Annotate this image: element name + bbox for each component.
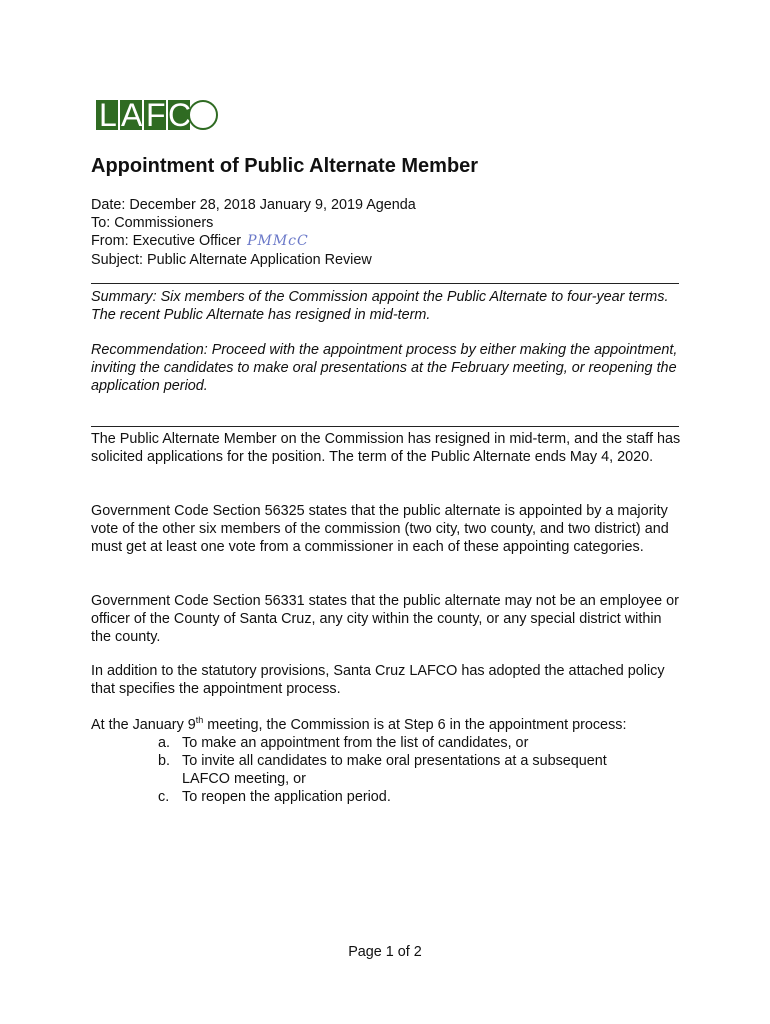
body-paragraph: Government Code Section 56331 states that the public alternate may not be an employee or officer of the County of Santa Cruz, any city within the county, or any special district within the county.	[91, 593, 679, 645]
page-number: Page 1 of 2	[348, 944, 422, 960]
from-line	[91, 232, 309, 250]
subject-line: Subject: Public Alternate Application Review	[91, 252, 372, 268]
list-item: c. To reopen the application period.	[158, 789, 391, 805]
initials-signature: PMMcC	[247, 233, 309, 249]
list-item: a. To make an appointment from the list of candidates, or	[158, 735, 529, 751]
to-line: To: Commissioners	[91, 215, 214, 231]
page-title: Appointment of Public Alternate Member	[91, 155, 479, 177]
body-paragraph: At the January 9th meeting, the Commission is at Step 6 in the appointment process:	[91, 715, 627, 733]
options-list	[158, 734, 678, 806]
date-line: Date: December 28, 2018 January 9, 2019 Agenda	[91, 197, 416, 213]
divider	[91, 283, 679, 284]
summary-text: Summary: Six members of the Commission appoint the Public Alternate to four-year terms. The recent Public Alternate has resigned in mid-term.	[91, 289, 669, 323]
from-label: From: Executive Officer	[91, 233, 242, 249]
divider	[91, 426, 679, 427]
body-paragraph: Government Code Section 56325 states that the public alternate is appointed by a majority vote of the other six members of the commission (two city, two county, and two district) and must get at least one vote from a commissioner in each of these appointing categories.	[91, 503, 669, 555]
body-paragraph: The Public Alternate Member on the Commission has resigned in mid-term, and the staff has solicited applications for the position. The term of the Public Alternate ends May 4, 2020.	[91, 431, 681, 465]
body-paragraph: In addition to the statutory provisions, Santa Cruz LAFCO has adopted the attached policy that specifies the appointment process.	[91, 663, 665, 697]
lafco-logo: L A F C	[96, 100, 211, 130]
list-item: b. To invite all candidates to make oral presentations at a subsequent LAFCO meeting, or	[158, 753, 607, 787]
recommendation-text: Recommendation: Proceed with the appointment process by either making the appointment, inviting the candidates to make oral presentations at the February meeting, or reopening the application period.	[91, 342, 678, 394]
